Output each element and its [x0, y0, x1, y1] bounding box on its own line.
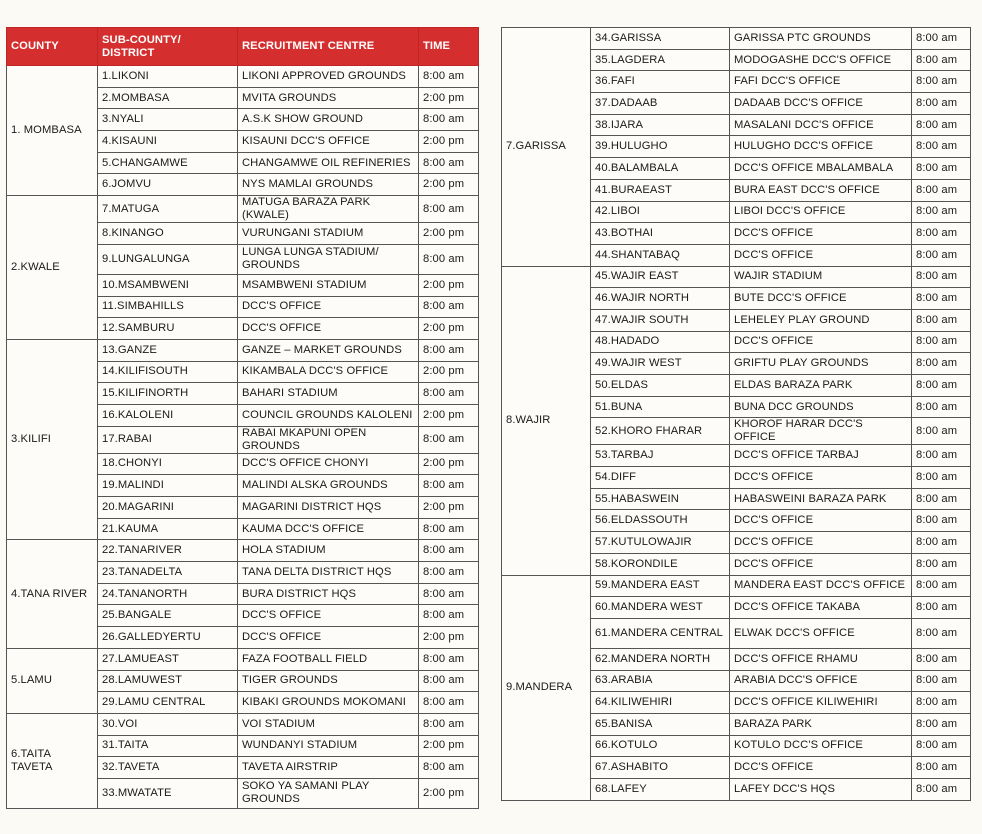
centre-cell: DCC'S OFFICE CHONYI: [238, 453, 419, 475]
time-cell: 8:00 am: [419, 692, 479, 714]
time-cell: 8:00 am: [912, 396, 971, 418]
centre-cell: HABASWEINI BARAZA PARK: [730, 488, 912, 510]
county-cell: 1. MOMBASA: [7, 66, 98, 196]
subcounty-cell: 52.KHORO FHARAR: [591, 418, 730, 445]
centre-cell: DCC'S OFFICE MBALAMBALA: [730, 158, 912, 180]
centre-cell: DCC'S OFFICE: [238, 627, 419, 649]
subcounty-cell: 55.HABASWEIN: [591, 488, 730, 510]
time-cell: 8:00 am: [912, 136, 971, 158]
centre-cell: NYS MAMLAI GROUNDS: [238, 174, 419, 196]
time-cell: 8:00 am: [419, 244, 479, 274]
time-cell: 8:00 am: [912, 445, 971, 467]
county-cell: 4.TANA RIVER: [7, 540, 98, 648]
subcounty-cell: 35.LAGDERA: [591, 49, 730, 71]
centre-cell: CHANGAMWE OIL REFINERIES: [238, 152, 419, 174]
centre-cell: KIKAMBALA DCC'S OFFICE: [238, 361, 419, 383]
time-cell: 8:00 am: [419, 196, 479, 223]
centre-cell: VOI STADIUM: [238, 713, 419, 735]
time-cell: 8:00 am: [419, 562, 479, 584]
subcounty-cell: 22.TANARIVER: [98, 540, 238, 562]
time-cell: 8:00 am: [912, 553, 971, 575]
centre-cell: ELDAS BARAZA PARK: [730, 375, 912, 397]
centre-cell: KIBAKI GROUNDS MOKOMANI: [238, 692, 419, 714]
subcounty-cell: 61.MANDERA CENTRAL: [591, 618, 730, 648]
centre-cell: MSAMBWENI STADIUM: [238, 274, 419, 296]
table-body-right: [502, 28, 971, 801]
centre-cell: GRIFTU PLAY GROUNDS: [730, 353, 912, 375]
time-cell: 8:00 am: [912, 418, 971, 445]
time-cell: 8:00 am: [912, 331, 971, 353]
time-cell: 8:00 am: [419, 540, 479, 562]
centre-cell: DCC'S OFFICE TARBAJ: [730, 445, 912, 467]
subcounty-cell: 34.GARISSA: [591, 28, 730, 50]
time-cell: 8:00 am: [912, 288, 971, 310]
centre-cell: DCC'S OFFICE KILIWEHIRI: [730, 692, 912, 714]
table-row: [7, 339, 479, 361]
centre-cell: MALINDI ALSKA GROUNDS: [238, 475, 419, 497]
subcounty-cell: 67.ASHABITO: [591, 757, 730, 779]
table-row: [7, 648, 479, 670]
subcounty-cell: 15.KILIFINORTH: [98, 383, 238, 405]
time-cell: 8:00 am: [912, 532, 971, 554]
county-cell: 9.MANDERA: [502, 575, 591, 800]
subcounty-cell: 13.GANZE: [98, 339, 238, 361]
centre-cell: DCC'S OFFICE: [730, 244, 912, 266]
table-row: [502, 575, 971, 597]
time-cell: 8:00 am: [419, 605, 479, 627]
time-cell: 8:00 am: [419, 757, 479, 779]
centre-cell: BURA EAST DCC'S OFFICE: [730, 179, 912, 201]
subcounty-cell: 10.MSAMBWENI: [98, 274, 238, 296]
time-cell: 8:00 am: [419, 296, 479, 318]
subcounty-cell: 8.KINANGO: [98, 223, 238, 245]
centre-cell: GARISSA PTC GROUNDS: [730, 28, 912, 50]
time-cell: 8:00 am: [912, 71, 971, 93]
subcounty-cell: 65.BANISA: [591, 713, 730, 735]
time-cell: 8:00 am: [419, 66, 479, 88]
subcounty-cell: 48.HADADO: [591, 331, 730, 353]
county-cell: 8.WAJIR: [502, 266, 591, 575]
time-cell: 8:00 am: [912, 266, 971, 288]
subcounty-cell: 58.KORONDILE: [591, 553, 730, 575]
time-cell: 2:00 pm: [419, 87, 479, 109]
time-cell: 8:00 am: [419, 713, 479, 735]
time-cell: 8:00 am: [419, 109, 479, 131]
subcounty-cell: 66.KOTULO: [591, 735, 730, 757]
subcounty-cell: 63.ARABIA: [591, 670, 730, 692]
subcounty-cell: 49.WAJIR WEST: [591, 353, 730, 375]
centre-cell: HULUGHO DCC'S OFFICE: [730, 136, 912, 158]
recruitment-table-left: [6, 27, 479, 809]
centre-cell: COUNCIL GROUNDS KALOLENI: [238, 404, 419, 426]
subcounty-cell: 50.ELDAS: [591, 375, 730, 397]
centre-cell: SOKO YA SAMANI PLAY GROUNDS: [238, 778, 419, 808]
table-row: [7, 540, 479, 562]
subcounty-cell: 59.MANDERA EAST: [591, 575, 730, 597]
subcounty-cell: 4.KISAUNI: [98, 131, 238, 153]
subcounty-cell: 7.MATUGA: [98, 196, 238, 223]
time-cell: 8:00 am: [912, 648, 971, 670]
subcounty-cell: 38.IJARA: [591, 114, 730, 136]
subcounty-cell: 44.SHANTABAQ: [591, 244, 730, 266]
subcounty-cell: 56.ELDASSOUTH: [591, 510, 730, 532]
subcounty-cell: 62.MANDERA NORTH: [591, 648, 730, 670]
centre-cell: DCC'S OFFICE TAKABA: [730, 597, 912, 619]
time-cell: 8:00 am: [419, 339, 479, 361]
table-row: [502, 266, 971, 288]
header-row: [7, 28, 479, 66]
time-cell: 8:00 am: [912, 223, 971, 245]
time-cell: 2:00 pm: [419, 174, 479, 196]
time-cell: 8:00 am: [912, 488, 971, 510]
county-cell: 3.KILIFI: [7, 339, 98, 540]
time-cell: 8:00 am: [912, 779, 971, 801]
subcounty-cell: 32.TAVETA: [98, 757, 238, 779]
time-cell: 2:00 pm: [419, 735, 479, 757]
time-cell: 2:00 pm: [419, 627, 479, 649]
time-cell: 8:00 am: [912, 353, 971, 375]
subcounty-cell: 17.RABAI: [98, 426, 238, 453]
subcounty-cell: 30.VOI: [98, 713, 238, 735]
centre-cell: MANDERA EAST DCC'S OFFICE: [730, 575, 912, 597]
centre-cell: LUNGA LUNGA STADIUM/ GROUNDS: [238, 244, 419, 274]
table-row: [502, 28, 971, 50]
time-cell: 8:00 am: [419, 383, 479, 405]
centre-cell: DCC'S OFFICE: [730, 553, 912, 575]
time-cell: 8:00 am: [912, 670, 971, 692]
centre-cell: KHOROF HARAR DCC'S OFFICE: [730, 418, 912, 445]
subcounty-cell: 26.GALLEDYERTU: [98, 627, 238, 649]
subcounty-cell: 57.KUTULOWAJIR: [591, 532, 730, 554]
time-cell: 8:00 am: [912, 114, 971, 136]
subcounty-cell: 19.MALINDI: [98, 475, 238, 497]
centre-cell: VURUNGANI STADIUM: [238, 223, 419, 245]
time-cell: 8:00 am: [419, 475, 479, 497]
time-cell: 8:00 am: [912, 467, 971, 489]
subcounty-cell: 43.BOTHAI: [591, 223, 730, 245]
time-cell: 8:00 am: [419, 152, 479, 174]
subcounty-cell: 60.MANDERA WEST: [591, 597, 730, 619]
centre-cell: BURA DISTRICT HQS: [238, 583, 419, 605]
time-cell: 2:00 pm: [419, 318, 479, 340]
centre-cell: TAVETA AIRSTRIP: [238, 757, 419, 779]
subcounty-cell: 14.KILIFISOUTH: [98, 361, 238, 383]
time-cell: 2:00 pm: [419, 497, 479, 519]
subcounty-cell: 31.TAITA: [98, 735, 238, 757]
centre-cell: LEHELEY PLAY GROUND: [730, 309, 912, 331]
subcounty-cell: 37.DADAAB: [591, 93, 730, 115]
subcounty-cell: 5.CHANGAMWE: [98, 152, 238, 174]
header-time: TIME: [419, 28, 479, 66]
centre-cell: DCC'S OFFICE: [730, 223, 912, 245]
subcounty-cell: 3.NYALI: [98, 109, 238, 131]
centre-cell: A.S.K SHOW GROUND: [238, 109, 419, 131]
time-cell: 8:00 am: [912, 575, 971, 597]
time-cell: 8:00 am: [912, 49, 971, 71]
county-cell: 2.KWALE: [7, 196, 98, 340]
subcounty-cell: 68.LAFEY: [591, 779, 730, 801]
centre-cell: DCC'S OFFICE: [238, 605, 419, 627]
time-cell: 8:00 am: [419, 426, 479, 453]
time-cell: 8:00 am: [912, 597, 971, 619]
time-cell: 8:00 am: [912, 93, 971, 115]
subcounty-cell: 18.CHONYI: [98, 453, 238, 475]
time-cell: 2:00 pm: [419, 131, 479, 153]
subcounty-cell: 1.LIKONI: [98, 66, 238, 88]
time-cell: 8:00 am: [419, 648, 479, 670]
centre-cell: BUTE DCC'S OFFICE: [730, 288, 912, 310]
header-subcounty: SUB-COUNTY/ DISTRICT: [98, 28, 238, 66]
centre-cell: FAZA FOOTBALL FIELD: [238, 648, 419, 670]
time-cell: 8:00 am: [912, 179, 971, 201]
time-cell: 8:00 am: [912, 692, 971, 714]
subcounty-cell: 16.KALOLENI: [98, 404, 238, 426]
subcounty-cell: 24.TANANORTH: [98, 583, 238, 605]
subcounty-cell: 47.WAJIR SOUTH: [591, 309, 730, 331]
subcounty-cell: 42.LIBOI: [591, 201, 730, 223]
header-county: COUNTY: [7, 28, 98, 66]
county-cell: 6.TAITA TAVETA: [7, 713, 98, 808]
time-cell: 8:00 am: [912, 201, 971, 223]
subcounty-cell: 36.FAFI: [591, 71, 730, 93]
time-cell: 8:00 am: [912, 244, 971, 266]
county-cell: 5.LAMU: [7, 648, 98, 713]
centre-cell: BAHARI STADIUM: [238, 383, 419, 405]
centre-cell: DADAAB DCC'S OFFICE: [730, 93, 912, 115]
centre-cell: DCC'S OFFICE: [730, 757, 912, 779]
centre-cell: KAUMA DCC'S OFFICE: [238, 518, 419, 540]
centre-cell: DCC'S OFFICE: [238, 296, 419, 318]
time-cell: 8:00 am: [912, 28, 971, 50]
centre-cell: DCC'S OFFICE: [730, 532, 912, 554]
subcounty-cell: 2.MOMBASA: [98, 87, 238, 109]
centre-cell: MAGARINI DISTRICT HQS: [238, 497, 419, 519]
subcounty-cell: 64.KILIWEHIRI: [591, 692, 730, 714]
recruitment-table-right: [501, 27, 971, 801]
time-cell: 2:00 pm: [419, 361, 479, 383]
subcounty-cell: 25.BANGALE: [98, 605, 238, 627]
time-cell: 8:00 am: [912, 375, 971, 397]
centre-cell: TIGER GROUNDS: [238, 670, 419, 692]
centre-cell: KISAUNI DCC'S OFFICE: [238, 131, 419, 153]
centre-cell: DCC'S OFFICE: [730, 467, 912, 489]
table-body-left: [7, 66, 479, 809]
subcounty-cell: 41.BURAEAST: [591, 179, 730, 201]
subcounty-cell: 23.TANADELTA: [98, 562, 238, 584]
centre-cell: DCC'S OFFICE RHAMU: [730, 648, 912, 670]
time-cell: 8:00 am: [912, 713, 971, 735]
time-cell: 8:00 am: [912, 735, 971, 757]
centre-cell: ELWAK DCC'S OFFICE: [730, 618, 912, 648]
centre-cell: MATUGA BARAZA PARK (KWALE): [238, 196, 419, 223]
centre-cell: FAFI DCC'S OFFICE: [730, 71, 912, 93]
centre-cell: HOLA STADIUM: [238, 540, 419, 562]
centre-cell: DCC'S OFFICE: [730, 331, 912, 353]
subcounty-cell: 54.DIFF: [591, 467, 730, 489]
time-cell: 2:00 pm: [419, 223, 479, 245]
time-cell: 8:00 am: [912, 309, 971, 331]
subcounty-cell: 27.LAMUEAST: [98, 648, 238, 670]
centre-cell: MVITA GROUNDS: [238, 87, 419, 109]
table-row: [7, 713, 479, 735]
centre-cell: BUNA DCC GROUNDS: [730, 396, 912, 418]
centre-cell: DCC'S OFFICE: [238, 318, 419, 340]
subcounty-cell: 21.KAUMA: [98, 518, 238, 540]
time-cell: 8:00 am: [419, 583, 479, 605]
subcounty-cell: 6.JOMVU: [98, 174, 238, 196]
time-cell: 2:00 pm: [419, 274, 479, 296]
subcounty-cell: 29.LAMU CENTRAL: [98, 692, 238, 714]
centre-cell: WUNDANYI STADIUM: [238, 735, 419, 757]
centre-cell: WAJIR STADIUM: [730, 266, 912, 288]
time-cell: 8:00 am: [419, 670, 479, 692]
time-cell: 8:00 am: [912, 510, 971, 532]
subcounty-cell: 39.HULUGHO: [591, 136, 730, 158]
subcounty-cell: 33.MWATATE: [98, 778, 238, 808]
centre-cell: TANA DELTA DISTRICT HQS: [238, 562, 419, 584]
centre-cell: MODOGASHE DCC'S OFFICE: [730, 49, 912, 71]
centre-cell: LIBOI DCC'S OFFICE: [730, 201, 912, 223]
time-cell: 8:00 am: [912, 757, 971, 779]
subcounty-cell: 20.MAGARINI: [98, 497, 238, 519]
centre-cell: BARAZA PARK: [730, 713, 912, 735]
time-cell: 8:00 am: [912, 158, 971, 180]
time-cell: 8:00 am: [419, 518, 479, 540]
subcounty-cell: 46.WAJIR NORTH: [591, 288, 730, 310]
centre-cell: LAFEY DCC'S HQS: [730, 779, 912, 801]
subcounty-cell: 12.SAMBURU: [98, 318, 238, 340]
subcounty-cell: 40.BALAMBALA: [591, 158, 730, 180]
subcounty-cell: 11.SIMBAHILLS: [98, 296, 238, 318]
centre-cell: RABAI MKAPUNI OPEN GROUNDS: [238, 426, 419, 453]
centre-cell: GANZE – MARKET GROUNDS: [238, 339, 419, 361]
centre-cell: MASALANI DCC'S OFFICE: [730, 114, 912, 136]
subcounty-cell: 45.WAJIR EAST: [591, 266, 730, 288]
subcounty-cell: 28.LAMUWEST: [98, 670, 238, 692]
centre-cell: DCC'S OFFICE: [730, 510, 912, 532]
centre-cell: KOTULO DCC'S OFFICE: [730, 735, 912, 757]
table-row: [7, 196, 479, 223]
header-centre: RECRUITMENT CENTRE: [238, 28, 419, 66]
time-cell: 2:00 pm: [419, 404, 479, 426]
time-cell: 8:00 am: [912, 618, 971, 648]
subcounty-cell: 51.BUNA: [591, 396, 730, 418]
time-cell: 2:00 pm: [419, 453, 479, 475]
county-cell: 7.GARISSA: [502, 28, 591, 267]
centre-cell: LIKONI APPROVED GROUNDS: [238, 66, 419, 88]
centre-cell: ARABIA DCC'S OFFICE: [730, 670, 912, 692]
table-row: [7, 66, 479, 88]
time-cell: 2:00 pm: [419, 778, 479, 808]
subcounty-cell: 9.LUNGALUNGA: [98, 244, 238, 274]
subcounty-cell: 53.TARBAJ: [591, 445, 730, 467]
